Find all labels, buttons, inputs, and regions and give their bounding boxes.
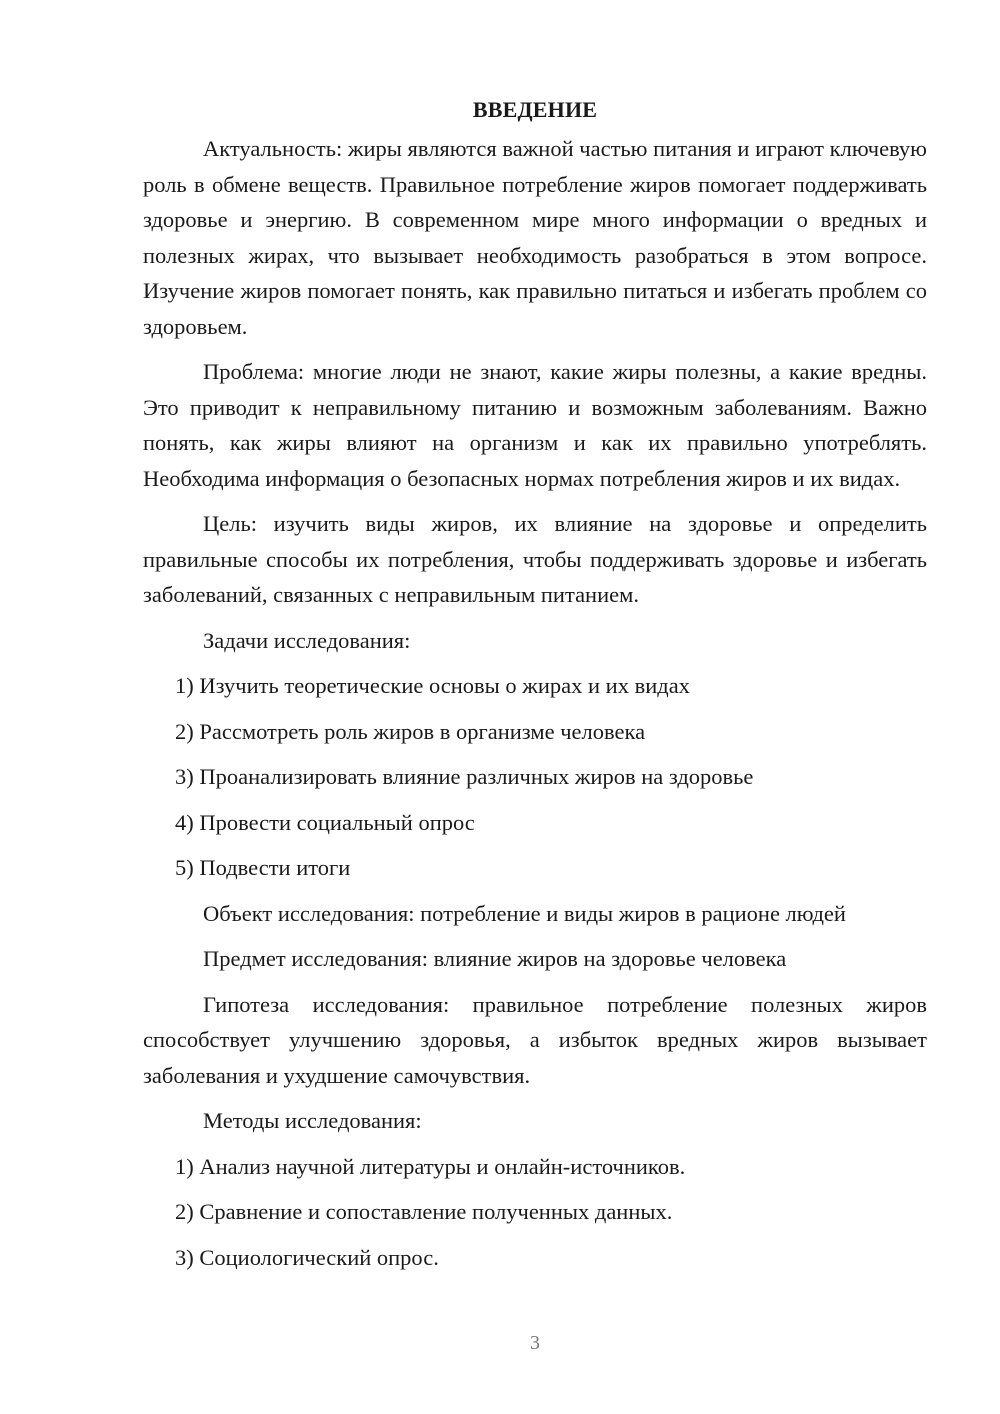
method-item-3: 3) Социологический опрос. — [175, 1244, 439, 1270]
goal-paragraph: Цель: изучить виды жиров, их влияние на здоровье и определить правильные способы их потребления, чтобы поддерживать здоровье и избегать заболеваний, связанных с неправильным питанием. — [143, 511, 927, 607]
task-item-5: 5) Подвести итоги — [175, 855, 351, 880]
task-item-1: 1) Изучить теоретические основы о жирах и их видах — [175, 673, 690, 698]
page-content — [143, 92, 927, 1285]
task-item-2: 2) Рассмотреть роль жиров в организме человека — [175, 718, 646, 744]
research-object: Объект исследования: потребление и виды жиров в рационе людей — [203, 900, 846, 926]
task-item-3: 3) Проанализировать влияние различных жиров на здоровье — [175, 764, 754, 789]
problem-paragraph: Проблема: многие люди не знают, какие жиры полезны, а какие вредны. Это приводит к неправильному питанию и возможным заболеваниям. Важно понять, как жиры влияют на организм и как их правильно употреблять. Необходима информация о безопасных нормах потребления жиров и их видах. — [143, 359, 927, 491]
page-title: ВВЕДЕНИЕ — [472, 97, 598, 122]
method-item-2: 2) Сравнение и сопоставление полученных данных. — [175, 1199, 673, 1224]
relevance-paragraph: Актуальность: жиры являются важной частью питания и играют ключевую роль в обмене веществ. Правильное потребление жиров помогает поддерживать здоровье и энергию. В современном мире много информации о вредных и полезных жирах, что вызывает необходимость разобраться в этом вопросе. Изучение жиров помогает понять, как правильно питаться и избегать проблем со здоровьем. — [143, 136, 927, 339]
research-subject: Предмет исследования: влияние жиров на здоровье человека — [203, 946, 787, 971]
tasks-heading: Задачи исследования: — [203, 627, 411, 653]
hypothesis-paragraph: Гипотеза исследования: правильное потребление полезных жиров способствует улучшению здоровья, а избыток вредных жиров вызывает заболевания и ухудшение самочувствия. — [143, 991, 927, 1088]
method-item-1: 1) Анализ научной литературы и онлайн-источников. — [175, 1153, 686, 1179]
task-item-4: 4) Провести социальный опрос — [175, 809, 475, 835]
page-number: 3 — [530, 1332, 540, 1354]
methods-heading: Методы исследования: — [203, 1108, 422, 1133]
